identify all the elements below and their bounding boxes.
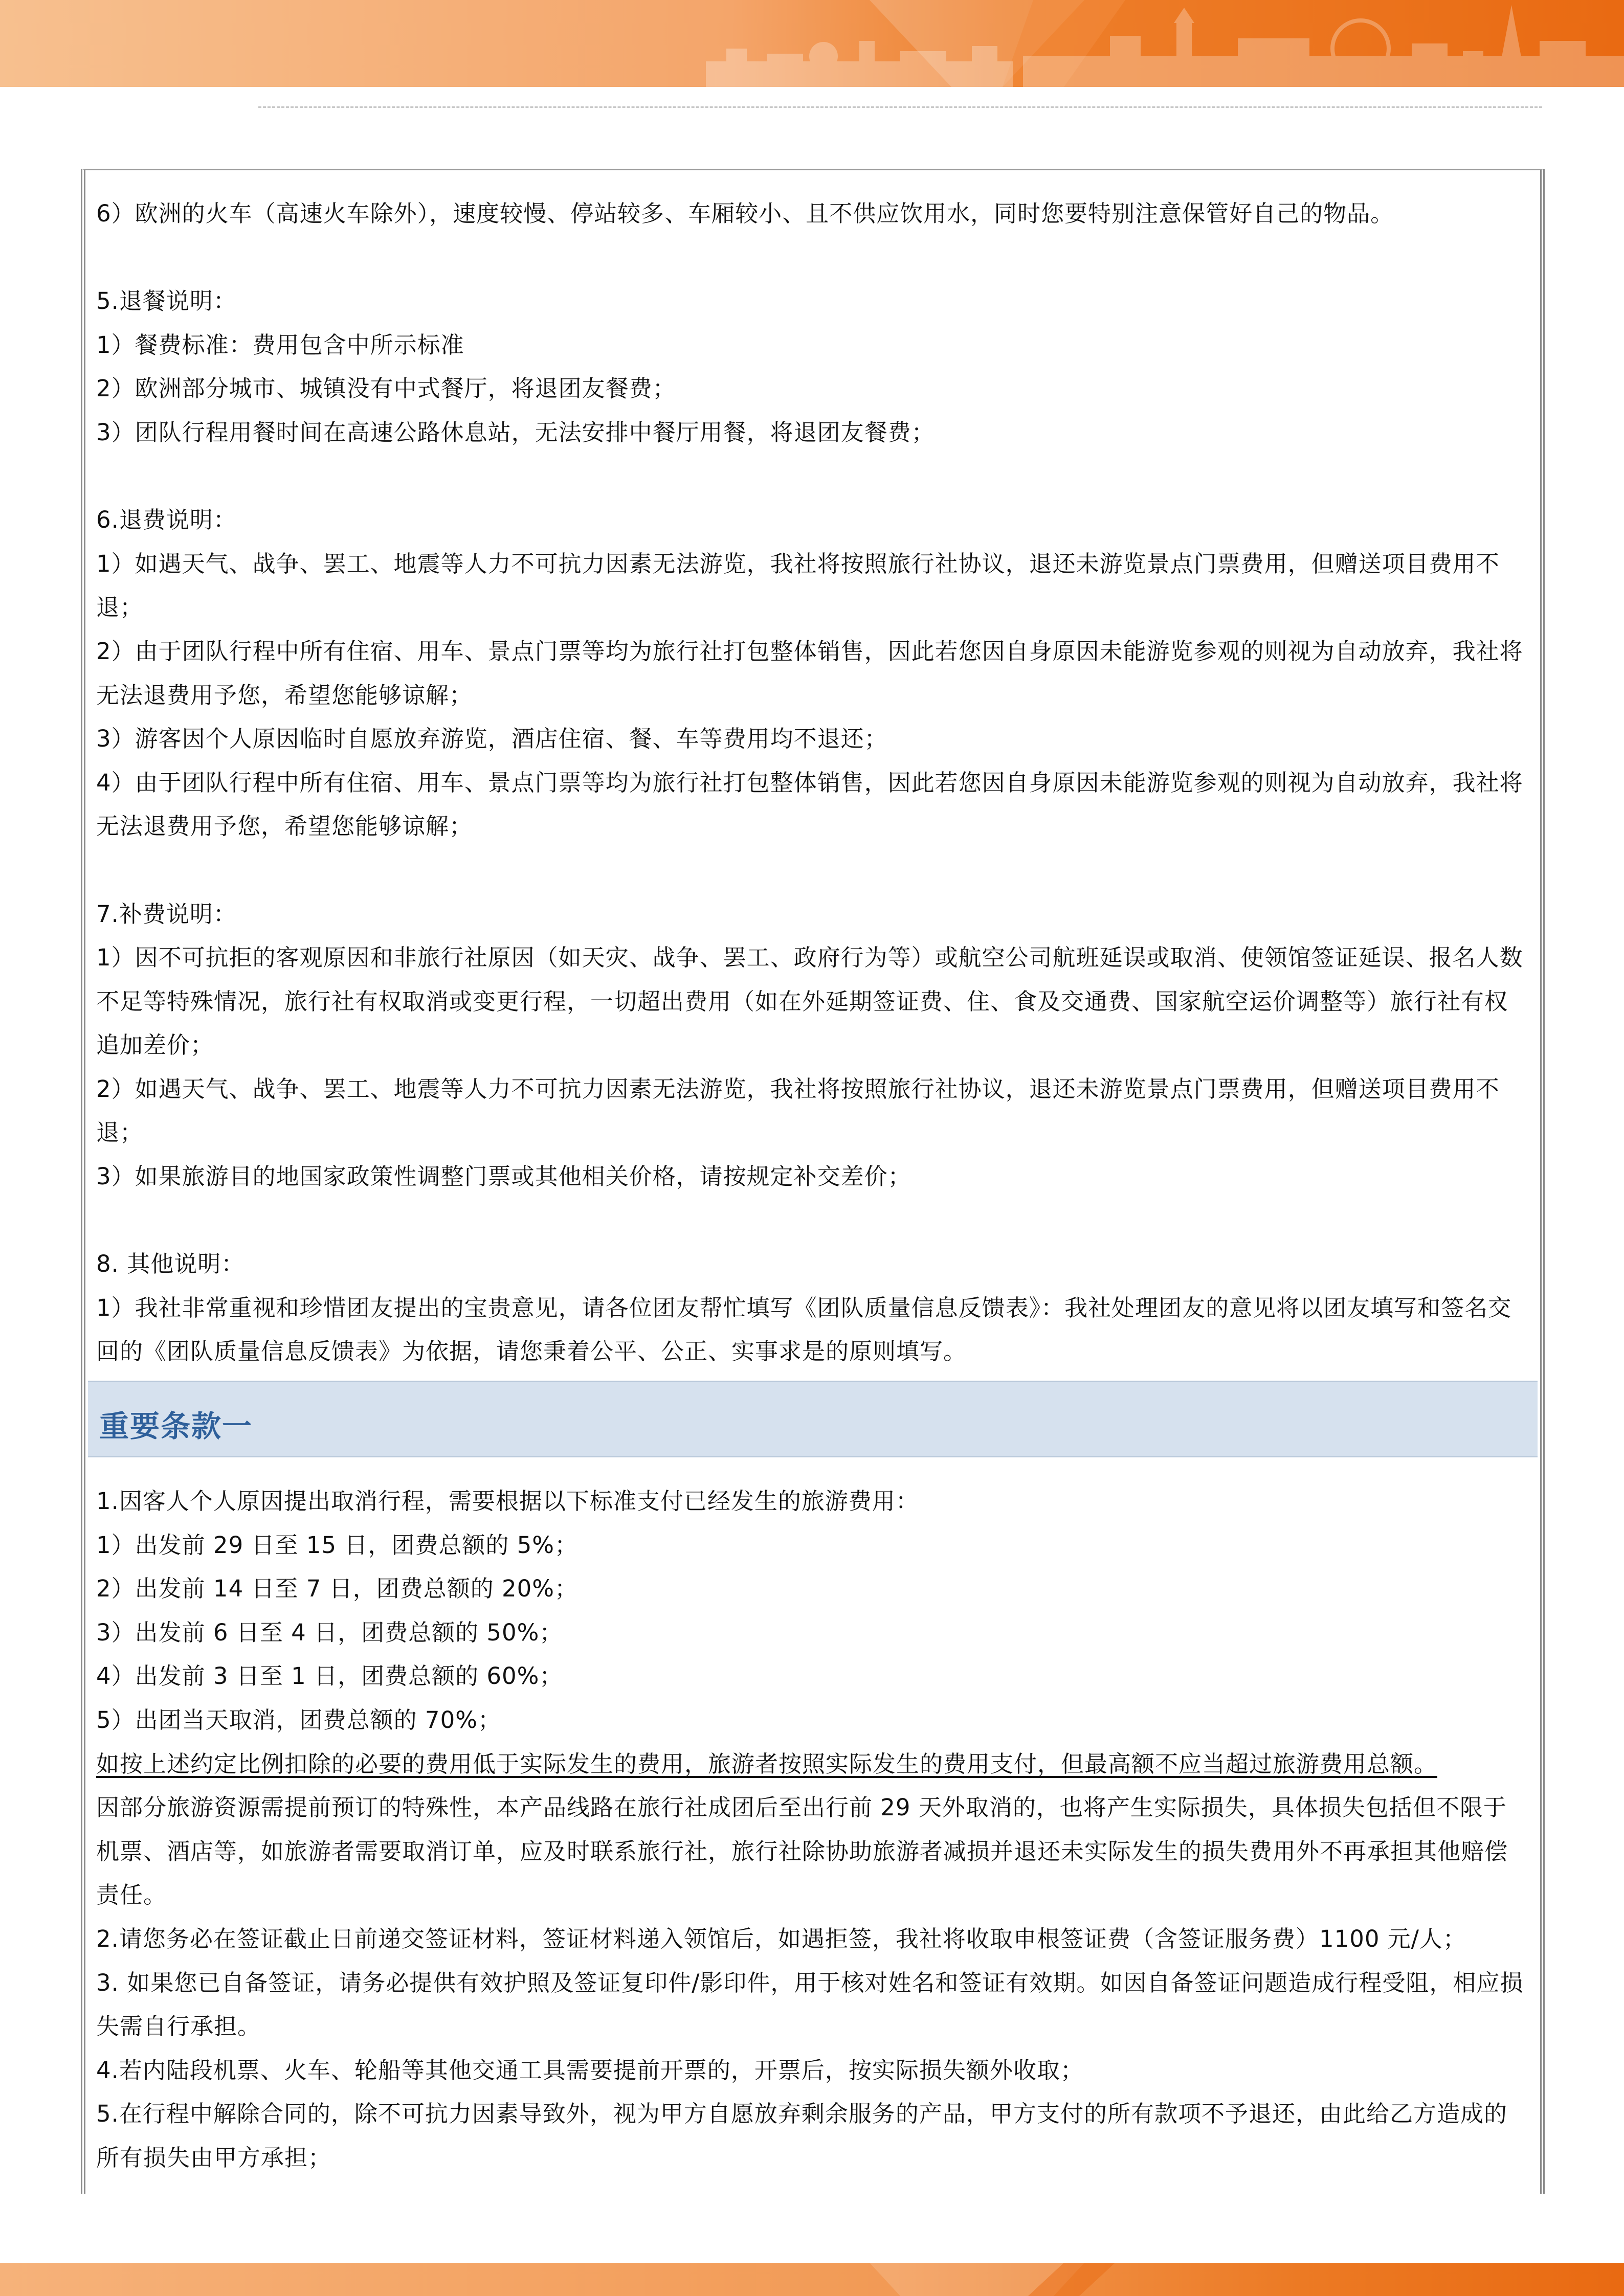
terms-section: [96, 1479, 1528, 2180]
text-line: 1.因客人个人原因提出取消行程，需要根据以下标准支付已经发生的旅游费用：: [96, 1488, 919, 1515]
text-line: 3）出发前 6 日至 4 日，团费总额的 50%；: [96, 1618, 563, 1646]
text-line: 5.在行程中解除合同的，除不可抗力因素导致外，视为甲方自愿放弃剩余服务的产品，甲方支付的所有款项不予退还，由此给乙方造成的所有损失由甲方承担；: [96, 2100, 1507, 2171]
text-line: 4）出发前 3 日至 1 日，团费总额的 60%；: [96, 1662, 563, 1690]
text-line: 2）如遇天气、战争、罢工、地震等人力不可抗力因素无法游览，我社将按照旅行社协议，退还未游览景点门票费用，但赠送项目费用不退；: [96, 1075, 1500, 1146]
blank-line: [96, 236, 1528, 280]
text-line: 3）如果旅游目的地国家政策性调整门票或其他相关价格，请按规定补交差价；: [96, 1163, 911, 1190]
text-line: 1）因不可抗拒的客观原因和非旅行社原因（如天灾、战争、罢工、政府行为等）或航空公司航班延误或取消、使领馆签证延误、报名人数不足等特殊情况，旅行社有权取消或变更行程，一切超出费用（如在外延期签证费、住、食及交通费、国家航空运价调整等）旅行社有权追加差价；: [96, 944, 1523, 1059]
header-banner: [0, 0, 1624, 87]
text-line: 1）我社非常重视和珍惜团友提出的宝贵意见，请各位团友帮忙填写《团队质量信息反馈表》：我社处理团友的意见将以团友填写和签名交回的《团队质量信息反馈表》为依据，请您秉着公平、公正、实事求是的原则填写。: [96, 1294, 1512, 1365]
text-line: 2）出发前 14 日至 7 日，团费总额的 20%；: [96, 1575, 579, 1603]
text-line: 4）由于团队行程中所有住宿、用车、景点门票等均为旅行社打包整体销售，因此若您因自身原因未能游览参观的则视为自动放弃，我社将无法退费用予您，希望您能够谅解；: [96, 769, 1523, 840]
text-line: 2）欧洲部分城市、城镇没有中式餐厅，将退团友餐费；: [96, 375, 676, 402]
notes-section: [96, 192, 1528, 1374]
text-line: 1）餐费标准：费用包含中所示标准: [96, 331, 464, 358]
text-line: 6）欧洲的火车（高速火车除外），速度较慢、停站较多、车厢较小、且不供应饮用水，同时您要特别注意保管好自己的物品。: [96, 200, 1394, 227]
text-line: 2.请您务必在签证截止日前递交签证材料，签证材料递入领馆后，如遇拒签，我社将收取申根签证费（含签证服务费）1100 元/人；: [96, 1925, 1466, 1952]
blank-line: [96, 455, 1528, 499]
text-line: 3）游客因个人原因临时自愿放弃游览，酒店住宿、餐、车等费用均不退还；: [96, 725, 888, 753]
blank-line: [96, 1199, 1528, 1243]
text-line: 5）出团当天取消，团费总额的 70%；: [96, 1706, 501, 1734]
footer-banner: [0, 2263, 1624, 2296]
section-heading: 7.补费说明：: [96, 900, 237, 928]
text-line: 1）如遇天气、战争、罢工、地震等人力不可抗力因素无法游览，我社将按照旅行社协议，退还未游览景点门票费用，但赠送项目费用不退；: [96, 550, 1500, 621]
text-line: 4.若内陆段机票、火车、轮船等其他交通工具需要提前开票的，开票后，按实际损失额外收取；: [96, 2056, 1084, 2084]
text-line: 3. 如果您已自备签证，请务必提供有效护照及签证复印件/影印件，用于核对姓名和签证有效期。如因自备签证问题造成行程受阻，相应损失需自行承担。: [96, 1969, 1524, 2040]
section-heading: 5.退餐说明：: [96, 287, 237, 315]
underlined-clause: 如按上述约定比例扣除的必要的费用低于实际发生的费用，旅游者按照实际发生的费用支付，但最高额不应当超过旅游费用总额。: [96, 1750, 1438, 1777]
text-line: 1）出发前 29 日至 15 日，团费总额的 5%；: [96, 1531, 579, 1559]
header-divider: [258, 106, 1542, 108]
text-line: 3）团队行程用餐时间在高速公路休息站，无法安排中餐厅用餐，将退团友餐费；: [96, 418, 935, 446]
section-title: 重要条款一: [99, 1409, 253, 1444]
city-skyline-decoration: [0, 0, 1624, 87]
blank-line: [96, 848, 1528, 892]
footer-decoration: [0, 2263, 1624, 2296]
section-heading: 6.退费说明：: [96, 506, 237, 534]
text-line: 因部分旅游资源需提前预订的特殊性，本产品线路在旅行社成团后至出行前 29 天外取消的，也将产生实际损失，具体损失包括但不限于机票、酒店等，如旅游者需要取消订单，应及时联系旅行社，旅行社除协助旅游者减损并退还未实际发生的损失费用外不再承担其他赔偿责任。: [96, 1794, 1508, 1909]
section-heading: 8. 其他说明：: [96, 1250, 245, 1278]
text-line: 2）由于团队行程中所有住宿、用车、景点门票等均为旅行社打包整体销售，因此若您因自身原因未能游览参观的则视为自动放弃，我社将无法退费用予您，希望您能够谅解；: [96, 637, 1523, 709]
section-title-bar: [88, 1381, 1538, 1457]
